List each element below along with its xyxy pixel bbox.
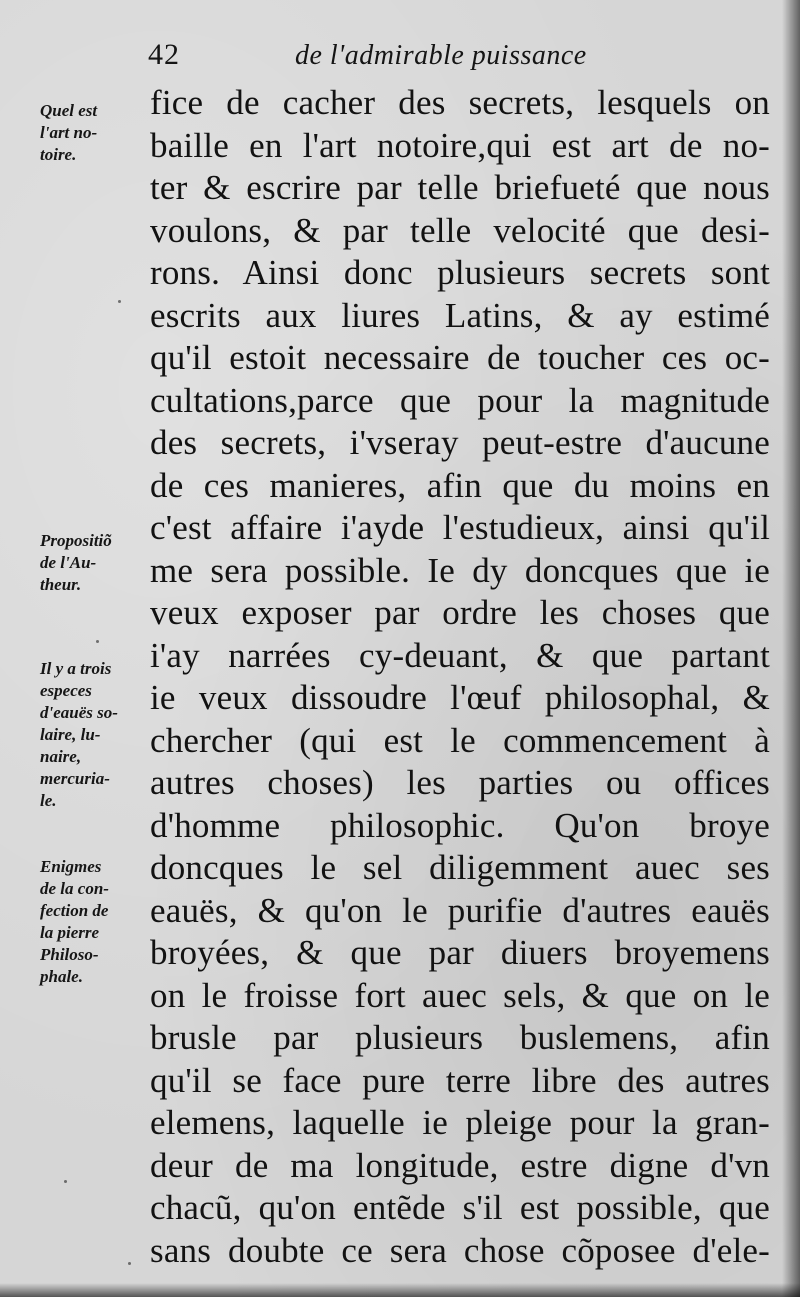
text-line: broyées, & que par diuers broyemens xyxy=(150,933,770,972)
margin-note-line: la pierre xyxy=(40,923,100,942)
margin-note-line: naire, xyxy=(40,747,82,766)
page-number: 42 xyxy=(148,38,180,71)
ink-speck xyxy=(96,640,99,643)
text-line: qu'il se face pure terre libre des autres xyxy=(150,1060,770,1100)
margin-note-line: theur. xyxy=(40,575,82,594)
text-line: deur de ma longitude, estre digne d'vn xyxy=(150,1145,770,1185)
text-line: me sera possible. Ie dy doncques que ie xyxy=(150,550,770,590)
margin-note-line: l'art no- xyxy=(40,123,98,142)
margin-note-line: mercuria- xyxy=(40,769,110,788)
text-line: escrits aux liures Latins, & ay estimé xyxy=(150,295,770,335)
text-line: ie veux dissoudre l'œuf philosophal, & xyxy=(150,678,770,717)
text-line: d'homme philosophic. Qu'on broye xyxy=(150,805,770,845)
text-line: qu'il estoit necessaire de toucher ces oc- xyxy=(150,338,770,377)
margin-note-line: de l'Au- xyxy=(40,553,97,572)
text-line: veux exposer par ordre les choses que xyxy=(150,593,770,632)
margin-note-line: especes xyxy=(40,681,92,700)
margin-note-line: de la con- xyxy=(40,879,109,898)
text-line: ter & escrire par telle briefueté que nous xyxy=(150,168,770,207)
text-line: on le froisse fort auec sels, & que on le xyxy=(150,975,770,1015)
text-line: baille en l'art notoire,qui est art de no- xyxy=(150,125,770,165)
margin-note-line: Philoso- xyxy=(40,945,99,964)
page-edge-shadow-bottom xyxy=(0,1283,800,1297)
margin-note-line: Enigmes xyxy=(40,857,102,876)
page-edge-shadow-right xyxy=(782,0,800,1297)
ink-speck xyxy=(128,1262,131,1265)
body-text xyxy=(150,82,770,1272)
text-line: c'est affaire i'ayde l'estudieux, ainsi qu'il xyxy=(150,508,770,547)
text-line: chercher (qui est le commencement à xyxy=(150,720,770,760)
margin-note-line: Quel est xyxy=(40,101,98,120)
margin-note-line: toire. xyxy=(40,145,77,164)
margin-note-line: le. xyxy=(40,791,57,810)
margin-note-art-notoire xyxy=(40,100,152,166)
text-line: doncques le sel diligemment auec ses xyxy=(150,848,770,887)
text-line: autres choses) les parties ou offices xyxy=(150,763,770,802)
text-line: brusle par plusieurs buslemens, afin xyxy=(150,1018,770,1057)
text-line: voulons, & par telle velocité que desi- xyxy=(150,210,770,250)
margin-note-line: laire, lu- xyxy=(40,725,101,744)
margin-note-proposition xyxy=(40,530,152,596)
text-line: eauës, & qu'on le purifie d'autres eauës xyxy=(150,890,770,930)
text-line: fice de cacher des secrets, lesquels on xyxy=(150,83,770,122)
margin-note-trois-eaues xyxy=(40,658,152,812)
margin-note-line: Propositiõ xyxy=(40,531,112,550)
margin-note-line: fection de xyxy=(40,901,109,920)
text-line: elemens, laquelle ie pleige pour la gran- xyxy=(150,1103,770,1142)
text-line: rons. Ainsi donc plusieurs secrets sont xyxy=(150,253,770,292)
text-line: sans doubte ce sera chose cõposee d'ele- xyxy=(150,1230,770,1270)
margin-note-line: d'eauës so- xyxy=(40,703,118,722)
margin-note-enigmes xyxy=(40,856,152,988)
text-line: des secrets, i'vseray peut-estre d'aucune xyxy=(150,423,770,462)
margin-note-line: phale. xyxy=(40,967,83,986)
ink-speck xyxy=(118,300,121,303)
text-line: chacũ, qu'on entẽde s'il est possible, que xyxy=(150,1188,770,1227)
running-head-title: de l'admirable puissance xyxy=(295,40,587,71)
text-line: i'ay narrées cy-deuant, & que partant xyxy=(150,635,770,675)
running-head xyxy=(140,38,760,78)
text-line: de ces manieres, afin que du moins en xyxy=(150,465,770,505)
text-line: cultations,parce que pour la magnitude xyxy=(150,380,770,420)
margin-note-line: Il y a trois xyxy=(40,659,112,678)
ink-speck xyxy=(64,1180,67,1183)
